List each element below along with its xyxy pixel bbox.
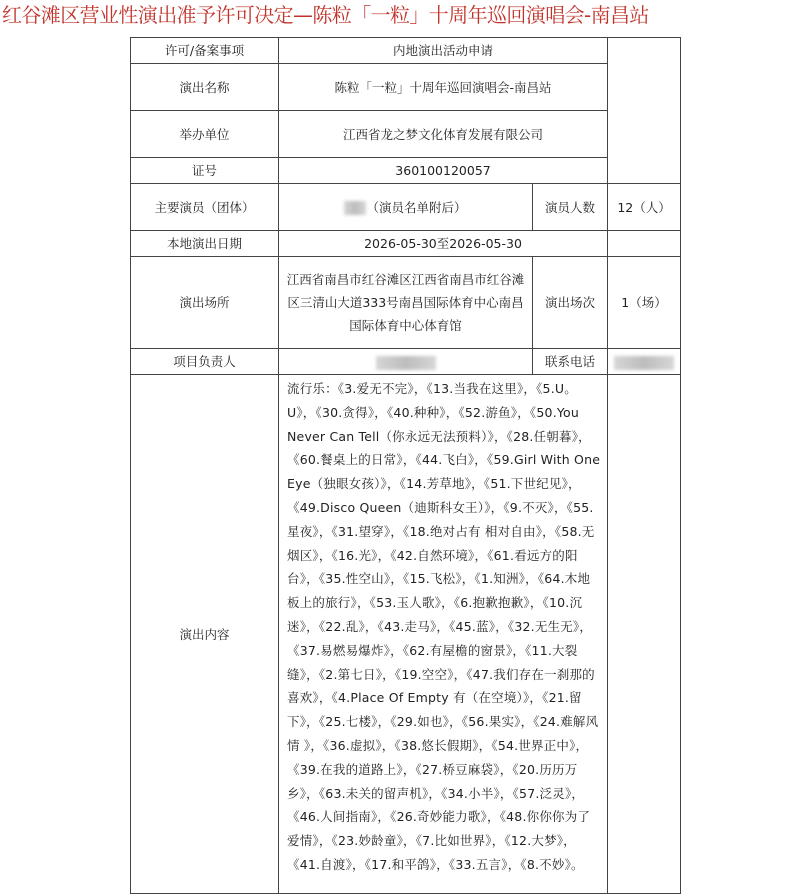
table-row [131,38,681,64]
date-value: 2026-05-30至2026-05-30 [279,231,608,257]
permit-type-value: 内地演出活动申请 [279,38,608,64]
table-row [131,158,681,184]
empty-cell [608,231,681,257]
venue-value: 江西省南昌市红谷滩区江西省南昌市红谷滩区三清山大道333号南昌国际体育中心南昌国际体育中心体育馆 [279,257,533,349]
show-name-value: 陈粒「一粒」十周年巡回演唱会-南昌站 [279,64,608,111]
sessions-value: 1（场） [608,257,681,349]
table-row [131,184,681,231]
show-name-label: 演出名称 [131,64,279,111]
empty-cell [608,38,681,184]
permit-type-label: 许可/备案事项 [131,38,279,64]
performers-value: （演员名单附后） [366,199,467,215]
page-title: 红谷滩区营业性演出准予许可决定—陈粒「一粒」十周年巡回演唱会-南昌站 [2,3,649,27]
redacted-phone [614,356,674,370]
performer-count-label: 演员人数 [533,184,608,231]
phone-value [608,349,681,375]
performers-cell [279,184,533,231]
organizer-label: 举办单位 [131,111,279,158]
sessions-label: 演出场次 [533,257,608,349]
cert-value: 360100120057 [279,158,608,184]
date-label: 本地演出日期 [131,231,279,257]
manager-value [279,349,533,375]
content-label: 演出内容 [131,375,279,894]
performers-label: 主要演员（团体） [131,184,279,231]
performer-count-value: 12（人） [608,184,681,231]
table-row [131,375,681,894]
venue-label: 演出场所 [131,257,279,349]
table-row [131,349,681,375]
permit-table [130,37,681,894]
organizer-value: 江西省龙之梦文化体育发展有限公司 [279,111,608,158]
empty-cell [608,375,681,894]
phone-label: 联系电话 [533,349,608,375]
cert-label: 证号 [131,158,279,184]
table-row [131,231,681,257]
table-row [131,64,681,111]
redacted-name [344,201,366,215]
manager-label: 项目负责人 [131,349,279,375]
content-value: 流行乐：《3.爱无不完》，《13.当我在这里》，《5.U。U》，《30.贪得》，《40.种种》，《52.游鱼》，《50.You Never Can Tell（你永远无法预料）》，《28.任朝暮》，《60.餐桌上的日常》，《44.飞白》，《59.Girl With One Eye（独眼女孩）》，《14.芳草地》，《51.下世纪见》，《49.Disco Queen（迪斯科女王）》，《9.不灭》，《55.星夜》，《31.望穿》，《18.绝对占有 相对自由》，《58.无烟区》，《16.光》，《42.自然环境》，《61.看远方的阳台》，《35.性空山》，《15.飞松》，《1.知洲》，《64.木地板上的旅行》，《53.玉人歌》，《6.抱歉抱歉》，《10.沉迷》，《22.乱》，《43.走马》，《45.蓝》，《32.无生无》，《37.易燃易爆炸》，《62.有屋檐的窗景》，《11.大裂缝》，《2.第七日》，《19.空空》，《47.我们存在一刹那的喜欢》，《4.Place Of Empty 有（在空境）》，《21.留下》，《25.七楼》，《29.如也》，《56.果实》，《24.难解风情 》，《36.虚拟》，《38.悠长假期》，《54.世界正中》，《39.在我的道路上》，《27.桥豆麻袋》，《20.历历万乡》，《63.未关的留声机》，《34.小半》，《57.泛灵》，《46.人间指南》，《26.奇妙能力歌》，《48.你你你为了爱情》，《23.妙龄童》，《7.比如世界》，《12.大梦》，《41.自渡》，《17.和平鸽》，《33.五言》，《8.不妙》。 [279,375,608,894]
table-row [131,257,681,349]
redacted-manager [376,356,436,370]
table-row [131,111,681,158]
